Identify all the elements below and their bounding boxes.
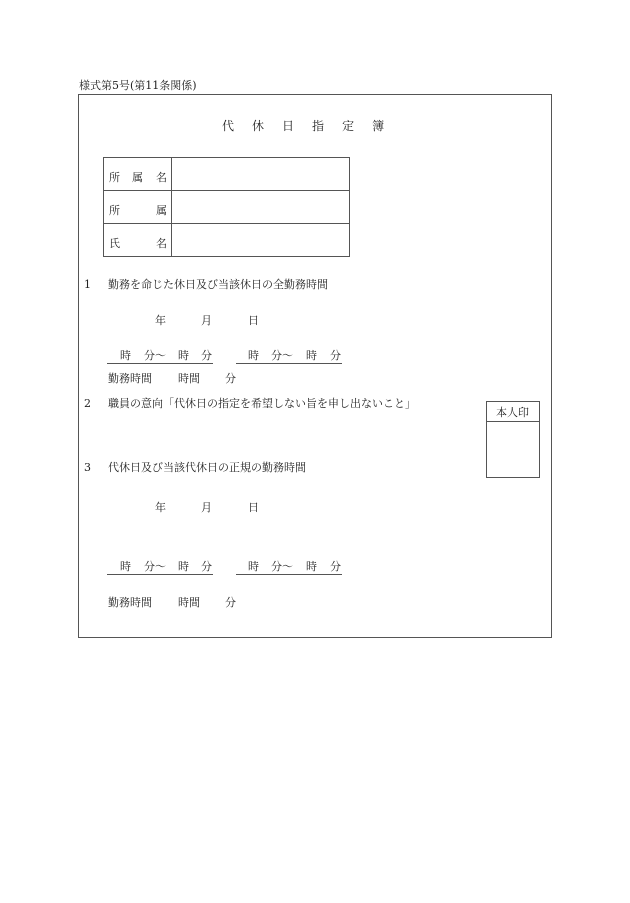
seal-header bbox=[487, 402, 539, 422]
day-label: 日 bbox=[248, 501, 259, 514]
hours-label: 時間 bbox=[178, 372, 200, 385]
label-char: 氏 bbox=[109, 237, 120, 250]
underline bbox=[236, 363, 342, 364]
minute-label: 分〜 bbox=[144, 349, 166, 362]
section-1-heading: 勤務を命じた休日及び当該休日の全勤務時間 bbox=[108, 278, 328, 291]
seal-label: 本人印 bbox=[496, 406, 529, 419]
title-char: 日 bbox=[282, 119, 295, 133]
year-label: 年 bbox=[155, 501, 166, 514]
label-char: 属 bbox=[132, 171, 143, 184]
underline bbox=[107, 574, 213, 575]
underline bbox=[236, 574, 342, 575]
title-char: 簿 bbox=[372, 119, 385, 133]
minute-label: 分 bbox=[225, 596, 236, 609]
personal-seal-box[interactable] bbox=[486, 401, 540, 478]
hour-label: 時 bbox=[306, 349, 317, 362]
minute-label: 分〜 bbox=[271, 349, 293, 362]
hour-label: 時 bbox=[120, 349, 131, 362]
section-3-number: 3 bbox=[84, 461, 91, 474]
hour-label: 時 bbox=[306, 560, 317, 573]
minute-label: 分 bbox=[225, 372, 236, 385]
underline bbox=[107, 363, 213, 364]
minute-label: 分 bbox=[201, 560, 212, 573]
section-1-number: 1 bbox=[84, 278, 91, 291]
work-hours-label: 勤務時間 bbox=[108, 372, 152, 385]
section-3-heading: 代休日及び当該代休日の正規の勤務時間 bbox=[108, 461, 306, 474]
label-char: 名 bbox=[156, 237, 167, 250]
label-char: 属 bbox=[156, 204, 167, 217]
minute-label: 分 bbox=[330, 560, 341, 573]
hour-label: 時 bbox=[248, 349, 259, 362]
title-char: 指 bbox=[312, 119, 325, 133]
minute-label: 分〜 bbox=[271, 560, 293, 573]
minute-label: 分 bbox=[201, 349, 212, 362]
label-char: 所 bbox=[109, 204, 120, 217]
hour-label: 時 bbox=[120, 560, 131, 573]
section-2-number: 2 bbox=[84, 397, 91, 410]
hours-label: 時間 bbox=[178, 596, 200, 609]
table-row-name bbox=[104, 224, 349, 256]
title-char: 代 bbox=[222, 119, 235, 133]
table-label bbox=[104, 224, 172, 256]
label-char: 名 bbox=[156, 171, 167, 184]
year-label: 年 bbox=[155, 314, 166, 327]
day-label: 日 bbox=[248, 314, 259, 327]
month-label: 月 bbox=[201, 501, 212, 514]
title-char: 休 bbox=[252, 119, 265, 133]
section-2-heading: 職員の意向「代休日の指定を希望しない旨を申し出ないこと」 bbox=[108, 397, 416, 410]
hour-label: 時 bbox=[178, 349, 189, 362]
month-label: 月 bbox=[201, 314, 212, 327]
title-char: 定 bbox=[342, 119, 355, 133]
document-title bbox=[222, 120, 384, 132]
minute-label: 分 bbox=[330, 349, 341, 362]
label-char: 所 bbox=[109, 171, 120, 184]
table-label bbox=[104, 191, 172, 223]
form-number: 様式第5号(第11条関係) bbox=[79, 79, 197, 92]
work-hours-label: 勤務時間 bbox=[108, 596, 152, 609]
table-row-affiliation bbox=[104, 191, 349, 224]
hour-label: 時 bbox=[178, 560, 189, 573]
table-label bbox=[104, 158, 172, 190]
table-row-affiliation-name bbox=[104, 158, 349, 191]
hour-label: 時 bbox=[248, 560, 259, 573]
minute-label: 分〜 bbox=[144, 560, 166, 573]
info-table bbox=[103, 157, 350, 257]
